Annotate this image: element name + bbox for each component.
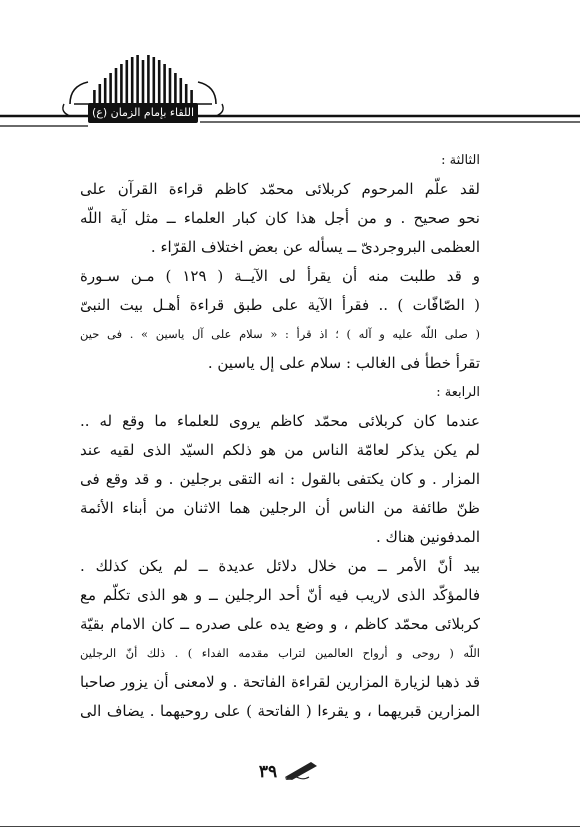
bottom-rule (0, 826, 580, 827)
text-line: كربلائى محمّد كاظم ، و وضع يده على صدره ــ كان الامام بقيّة (80, 615, 480, 633)
text-line: المدفونين هناك . (376, 528, 480, 546)
text-line: قد ذهبا لزيارة المزارين لقراءة الفاتحة . و لامعنى أن يزور صاحبا (80, 673, 480, 691)
ornament-bar (185, 84, 188, 104)
text-line: اللّه ( روحى و أرواح العالمين لتراب مقدمه الفداء ) . ذلك أنّ الرجلين (80, 646, 480, 660)
text-line: نحو صحيح . و من أجل هذا كان كبار العلماء ــ مثل آية اللّه (80, 209, 480, 227)
ornament-bar (99, 84, 102, 104)
ornament-bar (190, 90, 193, 104)
ornament-bar (142, 60, 145, 104)
page-number: ٣٩ (258, 762, 278, 782)
ornament-bar (136, 55, 139, 104)
text-line: العظمى البروجردىّ ــ يسأله عن بعض اختلاف القرّاء . (150, 238, 480, 256)
header-title: اللقاء بإمام الزمان (ع) (88, 103, 198, 123)
ornament-bar (131, 57, 134, 104)
body-text (80, 146, 480, 726)
pen-writing-icon (283, 759, 321, 785)
text-line: و قد طلبت منه أن يقرأ لى الآيــة ( ١٢٩ ) مـن سـورة (80, 267, 480, 285)
ornament-bar (169, 68, 172, 104)
text-line: لم يكن يذكر لعامّة الناس من هو ذلكم السيّد الذى لقيه عند (80, 441, 480, 459)
text-line: المزارين قبريهما ، و يقرءا ( الفاتحة ) على روحيهما . يضاف الى (80, 702, 480, 720)
text-line: ( صلى اللّه عليه و آله ) ؛ اذ قرأ : « سلام على آل ياسين » . فى حين (80, 327, 480, 341)
text-line: بيد أنّ الأمر ــ من خلال دلائل عديدة ــ لم يكن كذلك . (80, 557, 480, 575)
text-line: لقد علّم المرحوم كربلائى محمّد كاظم قراءة القرآن على (80, 180, 480, 198)
text-line: عندما كان كربلائى محمّد كاظم يروى للعلماء ما وقع له .. (80, 412, 480, 430)
ornament-bar (180, 78, 183, 104)
ornament-bar (104, 78, 107, 104)
ornament-bar (147, 55, 150, 104)
ornament-bar (174, 73, 177, 104)
section-heading: الرابعة : (436, 385, 480, 400)
text-line: ( الصّافّات ) .. فقرأ الآية على طبق قراءة أهـل بيت النبىّ (80, 296, 480, 314)
page-footer (240, 755, 340, 789)
ornament-bar (120, 64, 123, 104)
header-decoration (0, 0, 580, 140)
text-line: فالمؤكّد الذى لاريب فيه أنّ أحد الرجلين ــ و هو الذى تكلّم مع (80, 586, 480, 604)
ornament-bar (158, 60, 161, 104)
ornament-bar (126, 60, 129, 104)
ornament-bar (109, 73, 112, 104)
ornament-bar (163, 64, 166, 104)
text-line: المزار . و كان يكتفى بالقول : انه التقى برجلين . و قد وقع فى (80, 470, 480, 488)
page-header (0, 0, 580, 140)
ornament-bar (93, 90, 96, 104)
text-line: تقرأ خطأ فى الغالب : سلام على إل ياسين . (207, 354, 480, 372)
text-line: ظنّ طائفة من الناس أن الرجلين هما الاثنان من أبناء الأئمة (80, 499, 480, 517)
ornament-bar (153, 57, 156, 104)
section-heading: الثالثة : (441, 153, 480, 168)
ornament-bar (115, 68, 118, 104)
